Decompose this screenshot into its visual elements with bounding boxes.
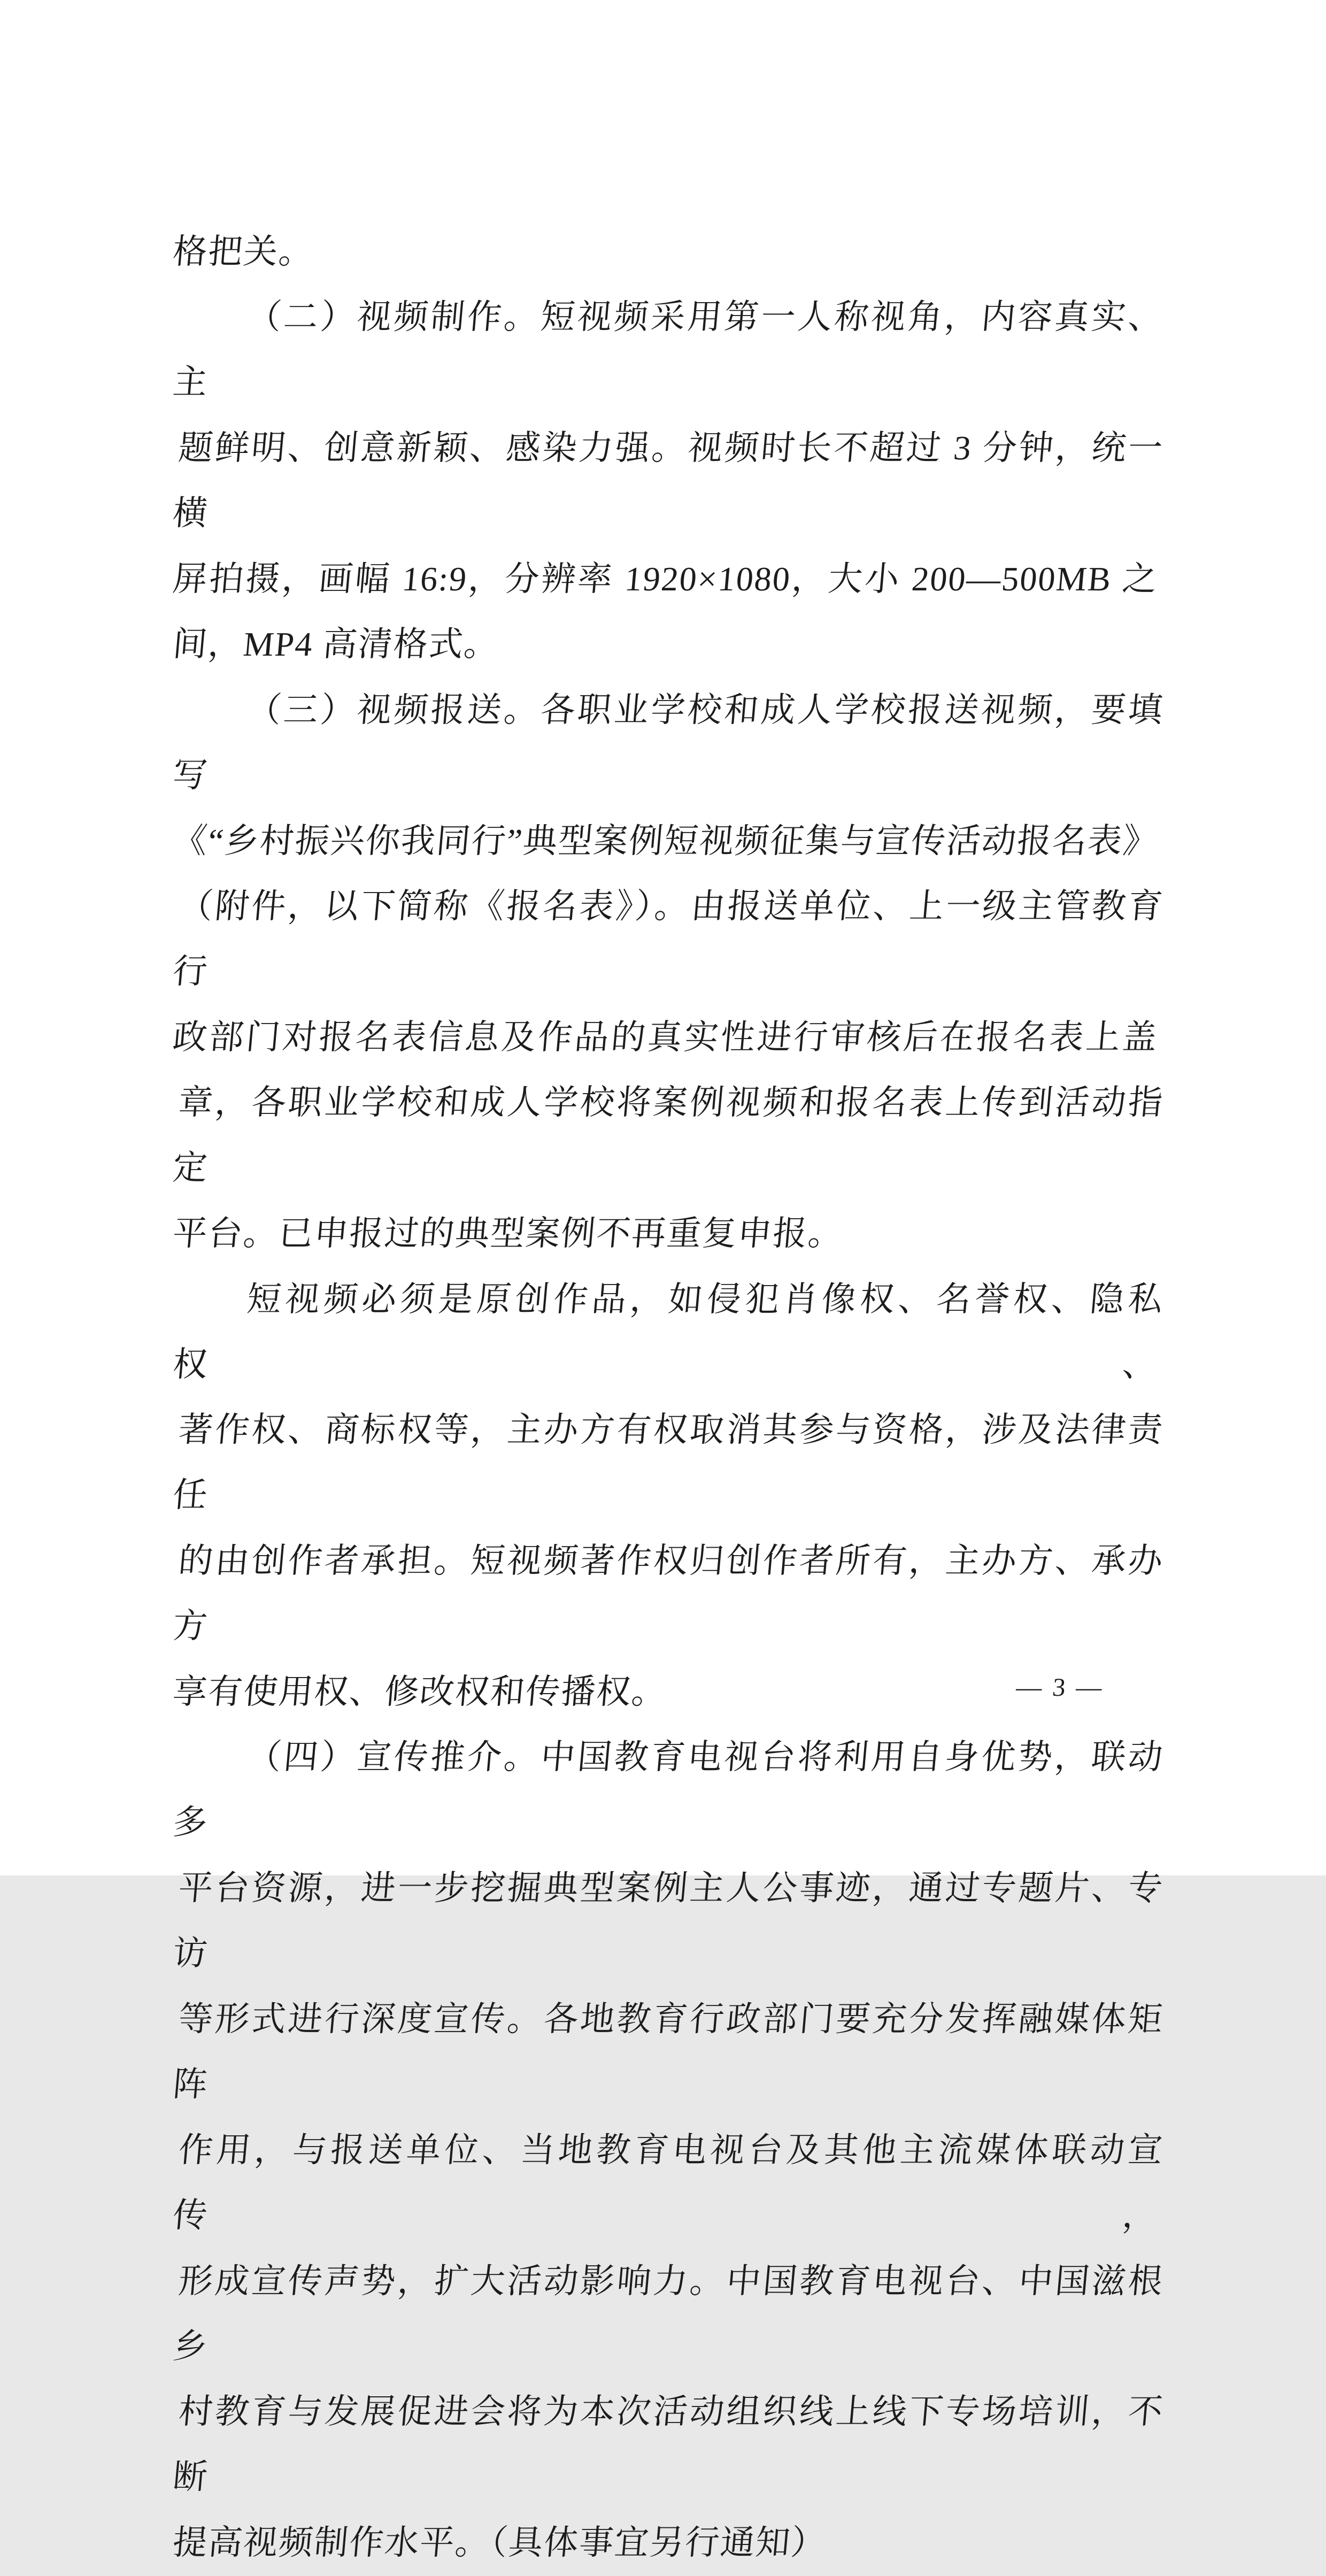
- document-line: 题鲜明、创意新颖、感染力强。视频时长不超过 3 分钟，统一横: [171, 429, 1166, 533]
- page-number: — 3 —: [1015, 1673, 1105, 1702]
- document-line: （附件，以下简称《报名表》）。由报送单位、上一级主管教育行: [171, 887, 1166, 991]
- document-line: （二）视频制作。短视频采用第一人称视角，内容真实、主: [171, 298, 1166, 402]
- document-line: 平台。已申报过的典型案例不再重复申报。: [171, 1214, 845, 1253]
- document-line: 章，各职业学校和成人学校将案例视频和报名表上传到活动指定: [171, 1083, 1166, 1187]
- document-line: 的由创作者承担。短视频著作权归创作者所有，主办方、承办方: [171, 1542, 1166, 1645]
- document-line: 形成宣传声势，扩大活动影响力。中国教育电视台、中国滋根乡: [171, 2262, 1166, 2365]
- document-line: 村教育与发展促进会将为本次活动组织线上线下专场培训，不断: [171, 2393, 1166, 2496]
- document-line: 政部门对报名表信息及作品的真实性进行审核后在报名表上盖: [171, 1018, 1160, 1056]
- document-line: 等形式进行深度宣传。各地教育行政部门要充分发挥融媒体矩阵: [171, 2000, 1166, 2104]
- document-line: 享有使用权、修改权和传播权。: [171, 1672, 669, 1711]
- document-line: 提高视频制作水平。（具体事宜另行通知）: [171, 2524, 828, 2562]
- document-line: 平台资源，进一步挖掘典型案例主人公事迹，通过专题片、专访: [171, 1869, 1166, 1973]
- document-line: 格把关。: [171, 233, 316, 271]
- document-line: （四）宣传推介。中国教育电视台将利用自身优势，联动多: [171, 1738, 1166, 1842]
- document-line: 著作权、商标权等，主办方有权取消其参与资格，涉及法律责任: [171, 1411, 1166, 1514]
- document-line: 《“乡村振兴你我同行”典型案例短视频征集与宣传活动报名表》: [171, 821, 1160, 860]
- document-line: 短视频必须是原创作品，如侵犯肖像权、名誉权、隐私权、: [171, 1280, 1166, 1383]
- document-line: 间，MP4 高清格式。: [171, 625, 502, 664]
- document-line: 屏拍摄，画幅 16:9，分辨率 1920×1080，大小 200—500MB 之: [171, 560, 1160, 598]
- document-line: 作用，与报送单位、当地教育电视台及其他主流媒体联动宣传，: [171, 2131, 1166, 2235]
- document-line: （三）视频报送。各职业学校和成人学校报送视频，要填写: [171, 690, 1166, 795]
- document-body-text: [170, 219, 1166, 2576]
